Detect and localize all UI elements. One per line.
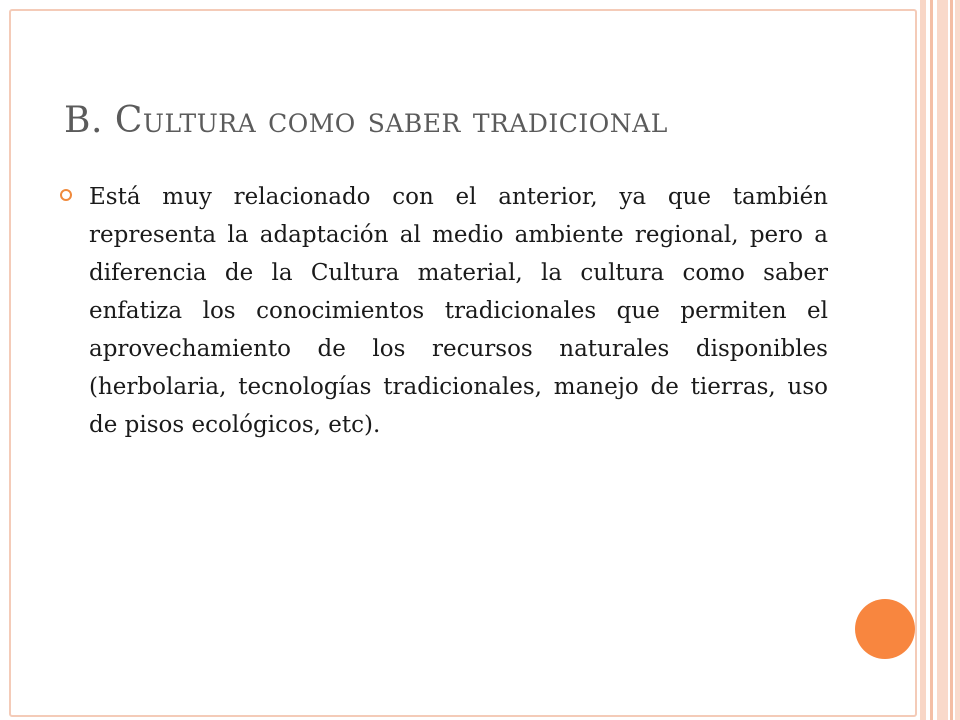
stripe <box>930 0 933 720</box>
bullet-list <box>60 178 828 444</box>
bullet-text: Está muy relacionado con el anterior, ya que también representa la adaptación al medio ambiente regional, pero a diferencia de la Cultura material, la cultura como saber enfatiza los conocimientos tradicionales que permiten el aprovechamiento de los recursos naturales disponibles (herbolaria, tecnologías tradicionales, manejo de tierras, uso de pisos ecológicos, etc). <box>89 184 828 438</box>
decorative-circle <box>855 599 915 659</box>
decorative-stripes <box>920 0 960 720</box>
stripe <box>950 0 953 720</box>
stripe <box>937 0 948 720</box>
list-item <box>60 178 828 444</box>
stripe <box>920 0 926 720</box>
slide-title: B. Cultura como saber tradicional <box>64 100 668 141</box>
stripe <box>955 0 960 720</box>
hollow-circle-icon <box>60 189 72 201</box>
